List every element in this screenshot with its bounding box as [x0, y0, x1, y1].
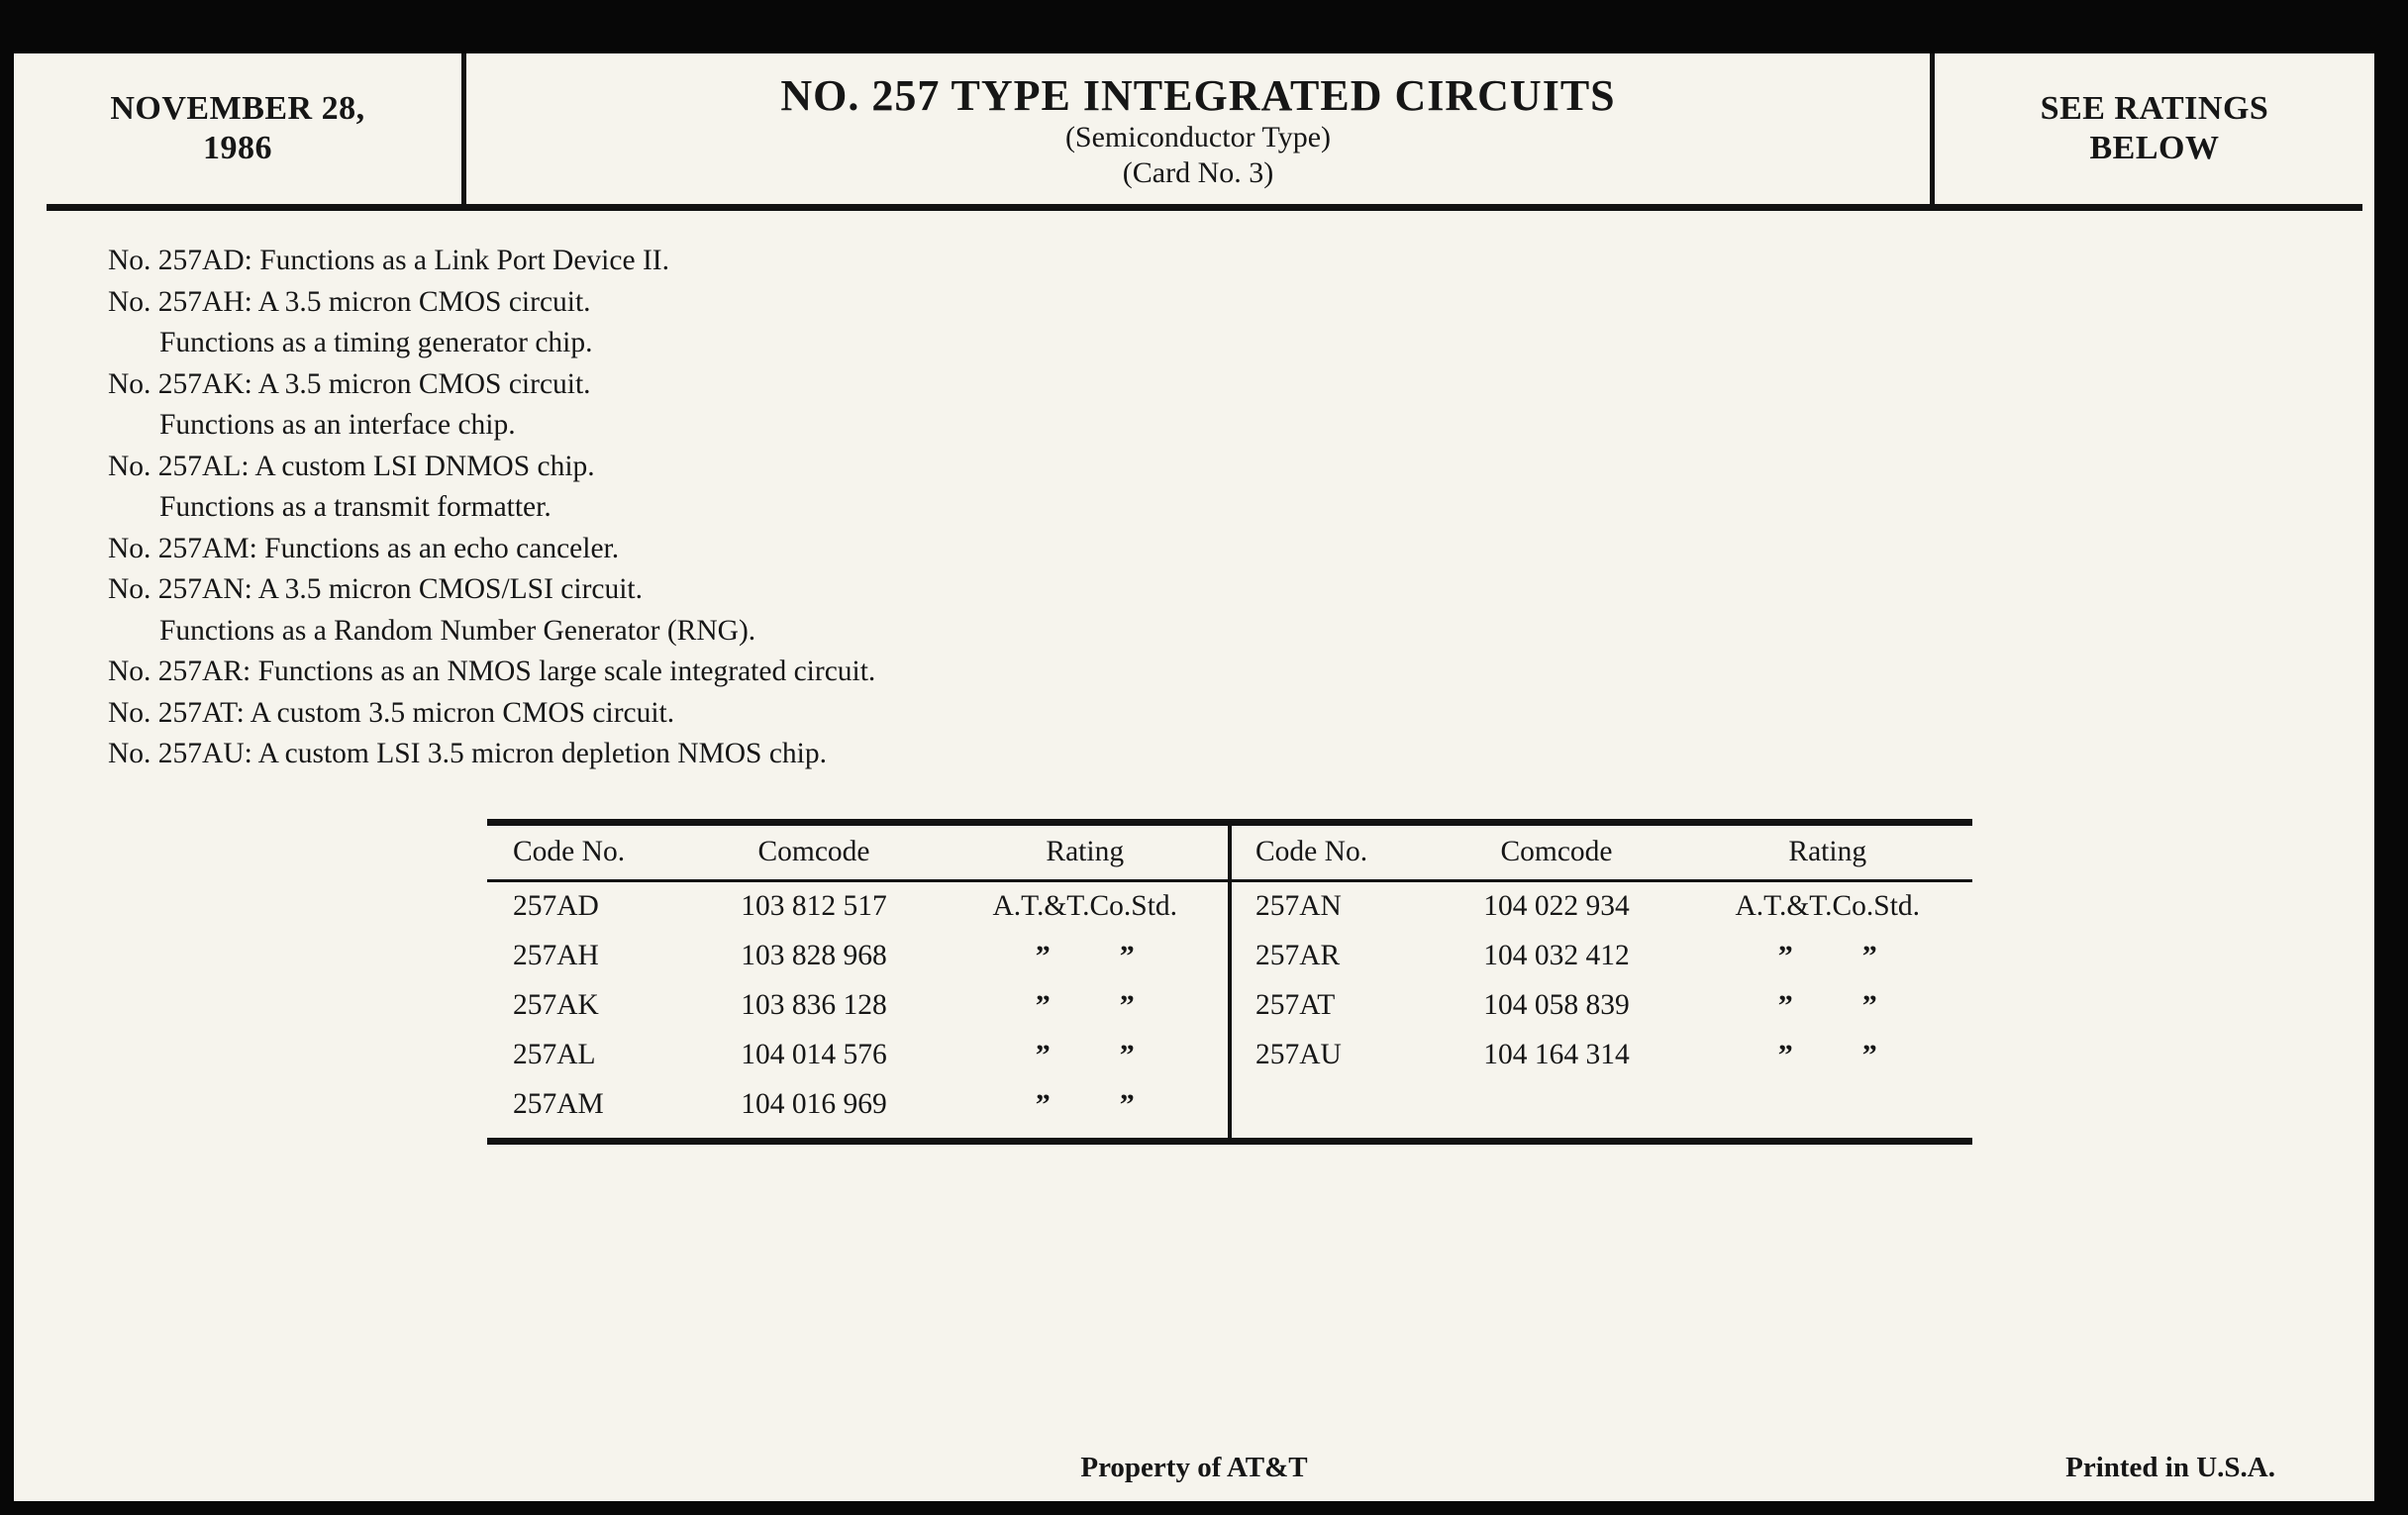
description-line: No. 257AD: Functions as a Link Port Device II.: [108, 245, 669, 276]
table-row: [487, 882, 1230, 932]
column-header-rating: Rating: [1046, 836, 1125, 867]
printed-in-usa-notice: Printed in U.S.A.: [2065, 1452, 2275, 1483]
table-row: [487, 932, 1230, 981]
description-line: No. 257AU: A custom LSI 3.5 micron depletion NMOS chip.: [108, 738, 827, 769]
column-header-code: Code No.: [1255, 836, 1368, 867]
description-line: No. 257AR: Functions as an NMOS large scale integrated circuit.: [108, 656, 876, 687]
cell-comcode: 103 812 517: [741, 890, 887, 922]
cell-code: 257AR: [1255, 940, 1341, 971]
description-line: No. 257AK: A 3.5 micron CMOS circuit.: [108, 367, 591, 400]
ditto-mark: ”: [1119, 1038, 1135, 1071]
cell-rating-ditto: [941, 1039, 1231, 1072]
cell-rating: A.T.&T.Co.Std.: [992, 890, 1178, 922]
cell-code: 257AK: [513, 989, 599, 1021]
title-block: [466, 53, 1935, 204]
table-header-right: [1230, 826, 1972, 879]
table-header-left: [487, 826, 1230, 879]
card-header: [14, 53, 2374, 204]
ditto-mark: ”: [1777, 988, 1793, 1022]
table-body-right: [1230, 882, 1972, 1080]
description-line: No. 257AL: A custom LSI DNMOS chip.: [108, 450, 595, 482]
description-line: Functions as a Random Number Generator (RNG).: [159, 614, 756, 647]
cell-code: 257AT: [1255, 989, 1336, 1021]
table-row: [487, 1080, 1230, 1130]
ditto-mark: ”: [1861, 1038, 1877, 1071]
ditto-mark: ”: [1035, 939, 1051, 972]
cell-rating-ditto: [941, 989, 1231, 1023]
description-line: Functions as a timing generator chip.: [159, 327, 593, 358]
cell-code: 257AU: [1255, 1039, 1342, 1070]
column-header-comcode: Comcode: [757, 836, 870, 867]
page-title: NO. 257 TYPE INTEGRATED CIRCUITS: [780, 71, 1616, 120]
ratings-note-line-2: BELOW: [2089, 130, 2220, 166]
ditto-mark: ”: [1035, 1038, 1051, 1071]
cell-code: 257AL: [513, 1039, 596, 1070]
cell-comcode: 104 016 969: [741, 1088, 887, 1120]
cell-rating-ditto: [1683, 989, 1973, 1023]
cell-rating-ditto: [1683, 1039, 1973, 1072]
ratings-note-line-1: SEE RATINGS: [2040, 90, 2269, 127]
device-descriptions: [108, 241, 2315, 775]
table-row: [1230, 882, 1972, 932]
subtitle-semiconductor-type: (Semiconductor Type): [1064, 121, 1332, 153]
data-card: [14, 53, 2374, 1501]
column-header-rating: Rating: [1788, 836, 1867, 867]
ditto-mark: ”: [1119, 988, 1135, 1022]
property-notice: Property of AT&T: [1080, 1452, 1308, 1483]
ditto-mark: ”: [1035, 988, 1051, 1022]
ditto-mark: ”: [1035, 1087, 1051, 1121]
cell-comcode: 104 022 934: [1483, 890, 1630, 922]
description-line: No. 257AM: Functions as an echo canceler.: [108, 532, 620, 564]
ditto-mark: ”: [1777, 1038, 1793, 1071]
column-header-code: Code No.: [513, 836, 626, 867]
ditto-mark: ”: [1119, 939, 1135, 972]
cell-comcode: 103 836 128: [741, 989, 887, 1021]
description-line: No. 257AN: A 3.5 micron CMOS/LSI circuit.: [108, 573, 644, 605]
ditto-mark: ”: [1861, 988, 1877, 1022]
cell-rating-ditto: [941, 1088, 1231, 1122]
header-divider-rule: [47, 204, 2362, 211]
ratings-table: [487, 819, 1972, 1145]
cell-code: 257AN: [1255, 890, 1342, 922]
cell-comcode: 104 032 412: [1483, 940, 1630, 971]
cell-rating-ditto: [941, 940, 1231, 973]
cell-comcode: 103 828 968: [741, 940, 887, 971]
cell-comcode: 104 164 314: [1483, 1039, 1630, 1070]
cell-rating-ditto: [1683, 940, 1973, 973]
subtitle-card-number: (Card No. 3): [1122, 156, 1274, 189]
column-header-comcode: Comcode: [1500, 836, 1613, 867]
table-row: [1230, 1031, 1972, 1080]
table-row: [1230, 981, 1972, 1031]
cell-comcode: 104 058 839: [1483, 989, 1630, 1021]
date-block: [14, 53, 466, 204]
table-vertical-divider: [1228, 826, 1232, 1138]
description-line: No. 257AH: A 3.5 micron CMOS circuit.: [108, 285, 591, 318]
cell-code: 257AH: [513, 940, 599, 971]
ditto-mark: ”: [1861, 939, 1877, 972]
cell-code: 257AD: [513, 890, 599, 922]
cell-comcode: 104 014 576: [741, 1039, 887, 1070]
table-row: [1230, 932, 1972, 981]
table-body-left: [487, 882, 1230, 1130]
description-line: No. 257AT: A custom 3.5 micron CMOS circuit.: [108, 696, 675, 729]
cell-code: 257AM: [513, 1088, 604, 1120]
table-row: [487, 1031, 1230, 1080]
description-line: Functions as an interface chip.: [159, 409, 516, 441]
ditto-mark: ”: [1777, 939, 1793, 972]
table-row: [487, 981, 1230, 1031]
cell-rating: A.T.&T.Co.Std.: [1735, 890, 1921, 922]
date-line-1: NOVEMBER 28,: [110, 90, 365, 127]
ratings-note-block: [1935, 53, 2374, 204]
date-line-2: 1986: [203, 130, 272, 166]
ditto-mark: ”: [1119, 1087, 1135, 1121]
description-line: Functions as a transmit formatter.: [159, 491, 552, 523]
card-footer: [14, 1452, 2374, 1489]
